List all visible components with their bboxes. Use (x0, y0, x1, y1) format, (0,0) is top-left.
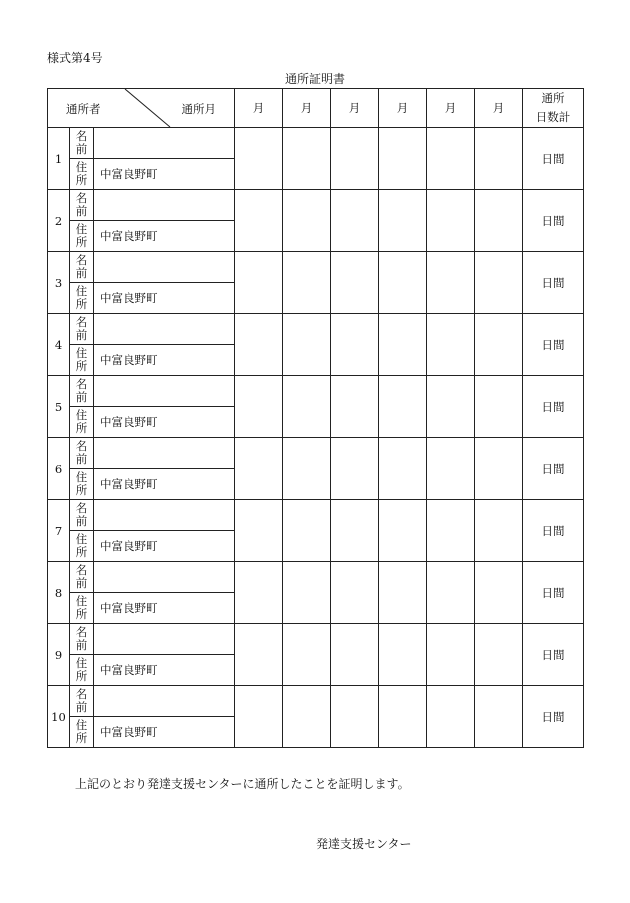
month-cell[interactable] (283, 376, 331, 438)
name-field[interactable] (94, 686, 235, 717)
address-field[interactable]: 中富良野町 (94, 159, 235, 190)
person-row-name (48, 686, 584, 717)
month-cell[interactable] (427, 252, 475, 314)
month-cell[interactable] (475, 190, 523, 252)
person-row-name (48, 500, 584, 531)
address-label (70, 221, 94, 252)
month-cell[interactable] (283, 562, 331, 624)
total-days-cell[interactable]: 日間 (523, 128, 584, 190)
row-number: 8 (48, 562, 70, 624)
month-header-cell: 月 (235, 89, 283, 128)
month-cell[interactable] (475, 376, 523, 438)
month-cell[interactable] (331, 128, 379, 190)
month-cell[interactable] (235, 562, 283, 624)
month-cell[interactable] (475, 252, 523, 314)
address-label-text: 住 所 (75, 346, 88, 373)
month-cell[interactable] (475, 438, 523, 500)
month-cell[interactable] (283, 314, 331, 376)
month-cell[interactable] (235, 314, 283, 376)
form-number: 様式第4号 (47, 51, 103, 65)
row-number: 1 (48, 128, 70, 190)
month-cell[interactable] (283, 190, 331, 252)
name-label-text: 名 前 (75, 129, 88, 156)
row-number: 7 (48, 500, 70, 562)
person-row-name (48, 376, 584, 407)
month-cell[interactable] (283, 128, 331, 190)
month-cell[interactable] (379, 252, 427, 314)
row-number: 5 (48, 376, 70, 438)
name-label-text: 名 前 (75, 253, 88, 280)
address-label (70, 469, 94, 500)
row-number: 9 (48, 624, 70, 686)
name-label (70, 438, 94, 469)
total-days-cell[interactable]: 日間 (523, 314, 584, 376)
month-cell[interactable] (331, 500, 379, 562)
month-header-cell: 月 (331, 89, 379, 128)
month-cell[interactable] (427, 500, 475, 562)
month-cell[interactable] (475, 624, 523, 686)
month-cell[interactable] (331, 438, 379, 500)
total-days-header (523, 89, 584, 128)
person-row-name (48, 624, 584, 655)
person-row-name (48, 438, 584, 469)
month-cell[interactable] (379, 438, 427, 500)
total-header-line1: 通所 (541, 91, 565, 105)
address-field[interactable]: 中富良野町 (94, 531, 235, 562)
header-row (48, 89, 584, 128)
address-label-text: 住 所 (75, 594, 88, 621)
month-cell[interactable] (475, 314, 523, 376)
address-field[interactable]: 中富良野町 (94, 655, 235, 686)
month-cell[interactable] (331, 190, 379, 252)
month-cell[interactable] (475, 128, 523, 190)
total-days-cell[interactable]: 日間 (523, 624, 584, 686)
name-label (70, 190, 94, 221)
month-cell[interactable] (379, 686, 427, 748)
name-field[interactable] (94, 376, 235, 407)
name-field[interactable] (94, 562, 235, 593)
address-label-text: 住 所 (75, 718, 88, 745)
month-cell[interactable] (427, 376, 475, 438)
month-cell[interactable] (379, 500, 427, 562)
month-cell[interactable] (283, 624, 331, 686)
name-field[interactable] (94, 500, 235, 531)
month-header: 通所月 (181, 102, 217, 116)
name-label (70, 562, 94, 593)
total-header-line2: 日数計 (535, 110, 571, 124)
month-cell[interactable] (475, 500, 523, 562)
name-field[interactable] (94, 624, 235, 655)
address-label-text: 住 所 (75, 160, 88, 187)
row-number: 6 (48, 438, 70, 500)
name-field[interactable] (94, 190, 235, 221)
name-field[interactable] (94, 128, 235, 159)
month-cell[interactable] (427, 128, 475, 190)
address-label-text: 住 所 (75, 222, 88, 249)
month-cell[interactable] (283, 686, 331, 748)
name-field[interactable] (94, 438, 235, 469)
month-cell[interactable] (379, 314, 427, 376)
month-cell[interactable] (331, 314, 379, 376)
month-header-cell: 月 (283, 89, 331, 128)
month-cell[interactable] (427, 624, 475, 686)
address-field[interactable]: 中富良野町 (94, 221, 235, 252)
month-header-cell: 月 (427, 89, 475, 128)
address-label (70, 531, 94, 562)
month-cell[interactable] (283, 500, 331, 562)
address-field[interactable]: 中富良野町 (94, 345, 235, 376)
month-cell[interactable] (427, 314, 475, 376)
total-days-cell[interactable]: 日間 (523, 562, 584, 624)
name-label-text: 名 前 (75, 687, 88, 714)
name-label-text: 名 前 (75, 439, 88, 466)
month-cell[interactable] (427, 562, 475, 624)
address-field[interactable]: 中富良野町 (94, 283, 235, 314)
name-label (70, 314, 94, 345)
month-cell[interactable] (331, 562, 379, 624)
month-cell[interactable] (331, 252, 379, 314)
month-cell[interactable] (283, 438, 331, 500)
name-label-text: 名 前 (75, 563, 88, 590)
month-cell[interactable] (427, 686, 475, 748)
month-cell[interactable] (379, 128, 427, 190)
address-label-text: 住 所 (75, 470, 88, 497)
total-days-cell[interactable]: 日間 (523, 438, 584, 500)
row-number: 2 (48, 190, 70, 252)
month-cell[interactable] (235, 376, 283, 438)
name-label (70, 624, 94, 655)
name-label-text: 名 前 (75, 191, 88, 218)
issuer-name: 発達支援センター (316, 837, 412, 851)
row-number: 4 (48, 314, 70, 376)
name-label-text: 名 前 (75, 315, 88, 342)
name-label-text: 名 前 (75, 501, 88, 528)
address-label (70, 593, 94, 624)
total-days-cell[interactable]: 日間 (523, 252, 584, 314)
month-cell[interactable] (331, 686, 379, 748)
person-row-name (48, 128, 584, 159)
month-cell[interactable] (235, 190, 283, 252)
total-days-cell[interactable]: 日間 (523, 500, 584, 562)
person-row-name (48, 314, 584, 345)
month-cell[interactable] (379, 190, 427, 252)
address-label (70, 407, 94, 438)
row-number: 10 (48, 686, 70, 748)
month-cell[interactable] (427, 438, 475, 500)
month-cell[interactable] (331, 624, 379, 686)
month-cell[interactable] (235, 438, 283, 500)
month-cell[interactable] (235, 500, 283, 562)
name-label (70, 376, 94, 407)
address-label (70, 283, 94, 314)
row-number: 3 (48, 252, 70, 314)
name-label (70, 686, 94, 717)
total-days-cell[interactable]: 日間 (523, 686, 584, 748)
month-cell[interactable] (379, 624, 427, 686)
address-label-text: 住 所 (75, 532, 88, 559)
month-cell[interactable] (235, 624, 283, 686)
month-cell[interactable] (235, 686, 283, 748)
month-cell[interactable] (235, 252, 283, 314)
month-cell[interactable] (379, 562, 427, 624)
month-header-cell: 月 (379, 89, 427, 128)
address-label-text: 住 所 (75, 656, 88, 683)
name-label (70, 252, 94, 283)
address-label (70, 655, 94, 686)
person-header: 通所者 (66, 102, 101, 116)
person-row-name (48, 252, 584, 283)
address-field[interactable]: 中富良野町 (94, 407, 235, 438)
address-label-text: 住 所 (75, 284, 88, 311)
person-row-name (48, 190, 584, 221)
address-field[interactable]: 中富良野町 (94, 593, 235, 624)
address-field[interactable]: 中富良野町 (94, 717, 235, 748)
header-corner (48, 89, 235, 128)
address-label (70, 345, 94, 376)
name-label (70, 128, 94, 159)
name-label-text: 名 前 (75, 377, 88, 404)
certification-statement: 上記のとおり発達支援センターに通所したことを証明します。 (75, 777, 410, 791)
month-cell[interactable] (379, 376, 427, 438)
total-days-cell[interactable]: 日間 (523, 376, 584, 438)
month-cell[interactable] (475, 562, 523, 624)
name-label-text: 名 前 (75, 625, 88, 652)
address-label-text: 住 所 (75, 408, 88, 435)
month-cell[interactable] (331, 376, 379, 438)
month-cell[interactable] (235, 128, 283, 190)
document-title: 通所証明書 (284, 72, 345, 86)
month-cell[interactable] (427, 190, 475, 252)
month-cell[interactable] (283, 252, 331, 314)
attendance-table (47, 88, 584, 748)
address-field[interactable]: 中富良野町 (94, 469, 235, 500)
address-label (70, 159, 94, 190)
name-field[interactable] (94, 314, 235, 345)
total-days-cell[interactable]: 日間 (523, 190, 584, 252)
month-cell[interactable] (475, 686, 523, 748)
name-field[interactable] (94, 252, 235, 283)
person-row-name (48, 562, 584, 593)
name-label (70, 500, 94, 531)
address-label (70, 717, 94, 748)
month-header-cell: 月 (475, 89, 523, 128)
